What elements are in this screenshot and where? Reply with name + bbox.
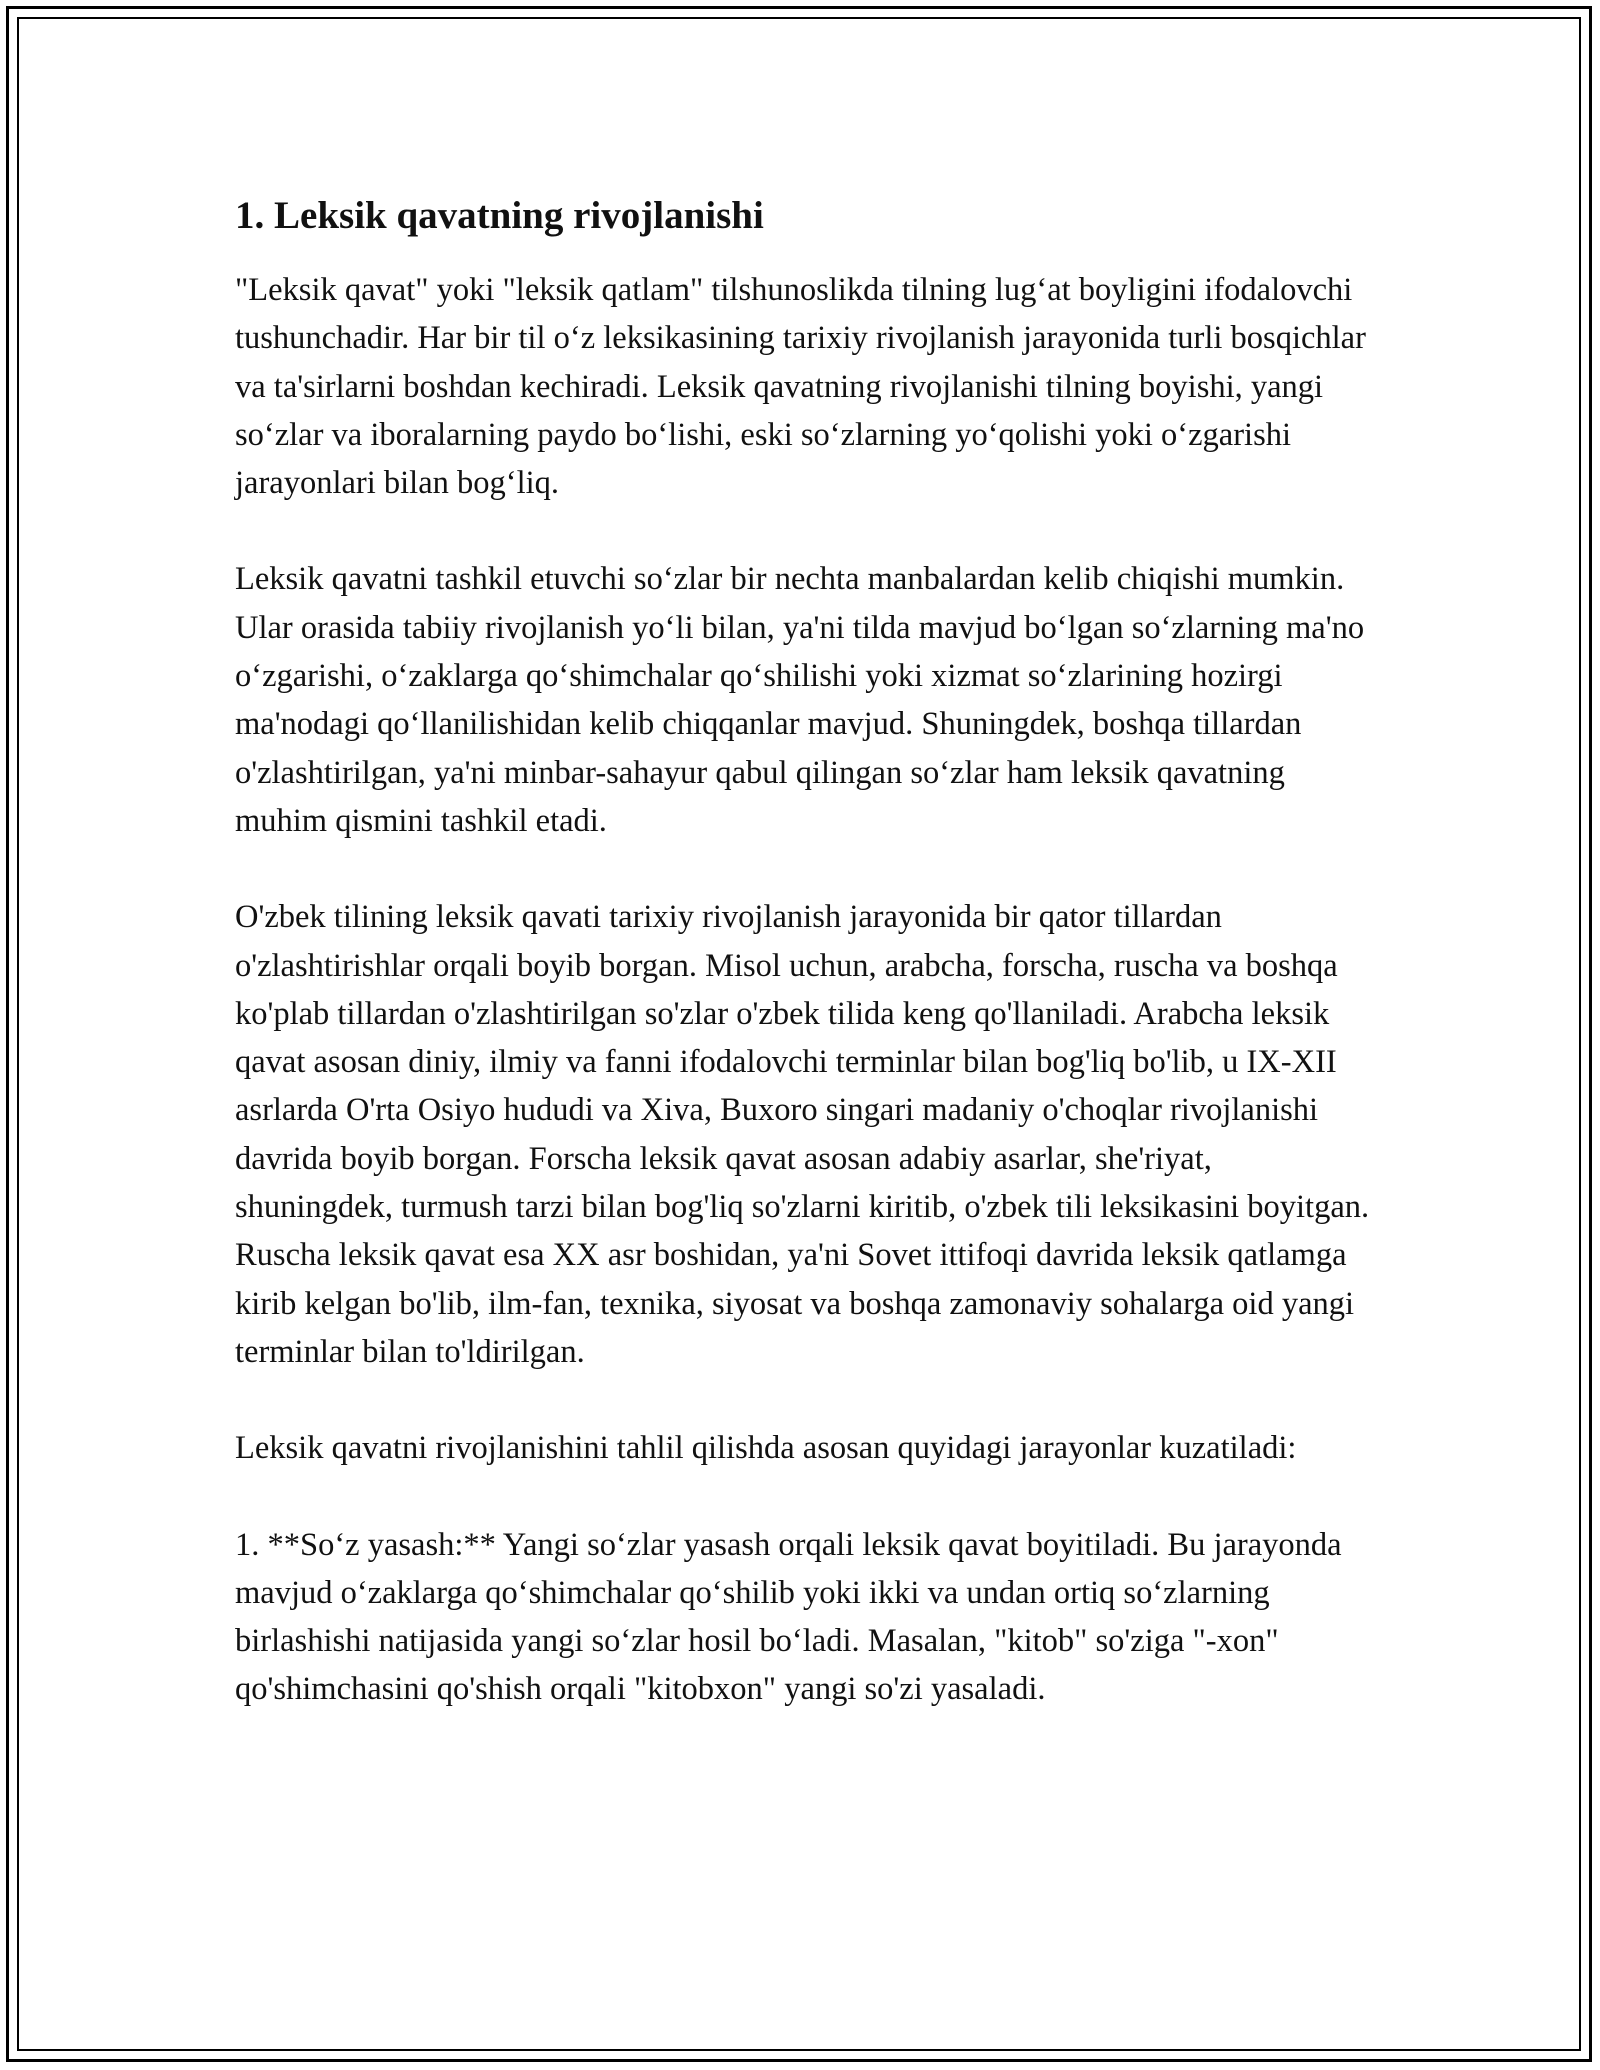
document-title: 1. Leksik qavatning rivojlanishi (235, 194, 764, 237)
paragraph-word-formation: 1. **So‘z yasash:** Yangi so‘zlar yasash orqali leksik qavat boyitiladi. Bu jarayonda mavjud o‘zaklarga qo‘shimchalar qo‘shilib yoki ikki va undan ortiq so‘zlarning birlashishi natijasida yangi so‘zlar hosil bo‘ladi. Masalan, "kitob" so'ziga "-xon" qo'shimchasini qo'shish orqali "kitobxon" yangi so'zi yasaladi. (235, 1526, 1342, 1708)
paragraph-sources: Leksik qavatni tashkil etuvchi so‘zlar bir nechta manbalardan kelib chiqishi mumkin. Ular orasida tabiiy rivojlanish yo‘li bilan, ya'ni tilda mavjud bo‘lgan so‘zlarning ma'no o‘zgarishi, o‘zaklarga qo‘shimchalar qo‘shilishi yoki xizmat so‘zlarining hozirgi ma'nodagi qo‘llanilishidan kelib chiqqanlar mavjud. Shuningdek, boshqa tillardan o'zlashtirilgan, ya'ni minbar-sahayur qabul qilingan so‘zlar ham leksik qavatning muhim qismini tashkil etadi. (235, 561, 1365, 839)
paragraph-definition: "Leksik qavat" yoki "leksik qatlam" tilshunoslikda tilning lug‘at boyligini ifodalovchi tushunchadir. Har bir til o‘z leksikasining tarixiy rivojlanish jarayonida turli bosqichlar va ta'sirlarni boshdan kechiradi. Leksik qavatning rivojlanishi tilning boyishi, yangi so‘zlar va iboralarning paydo bo‘lishi, eski so‘zlarning yo‘qolishi yoki o‘zgarishi jarayonlari bilan bog‘liq. (235, 272, 1366, 502)
paragraph-borrowings: O'zbek tilining leksik qavati tarixiy rivojlanish jarayonida bir qator tillardan o'zlashtirishlar orqali boyib borgan. Misol uchun, arabcha, forscha, ruscha va boshqa ko'plab tillardan o'zlashtirilgan so'zlar o'zbek tilida keng qo'llaniladi. Arabcha leksik qavat asosan diniy, ilmiy va fanni ifodalovchi terminlar bilan bog'liq bo'lib, u IX-XII asrlarda O'rta Osiyo hududi va Xiva, Buxoro singari madaniy o'choqlar rivojlanishi davrida boyib borgan. Forscha leksik qavat asosan adabiy asarlar, she'riyat, shuningdek, turmush tarzi bilan bog'liq so'zlarni kiritib, o'zbek tili leksikasini boyitgan. Ruscha leksik qavat esa XX asr boshidan, ya'ni Sovet ittifoqi davrida leksik qatlamga kirib kelgan bo'lib, ilm-fan, texnika, siyosat va boshqa zamonaviy sohalarga oid yangi terminlar bilan to'ldirilgan. (235, 899, 1370, 1370)
paragraph-processes-intro: Leksik qavatni rivojlanishini tahlil qilishda asosan quyidagi jarayonlar kuzatiladi: (235, 1430, 1297, 1467)
document-body (235, 192, 1370, 1762)
